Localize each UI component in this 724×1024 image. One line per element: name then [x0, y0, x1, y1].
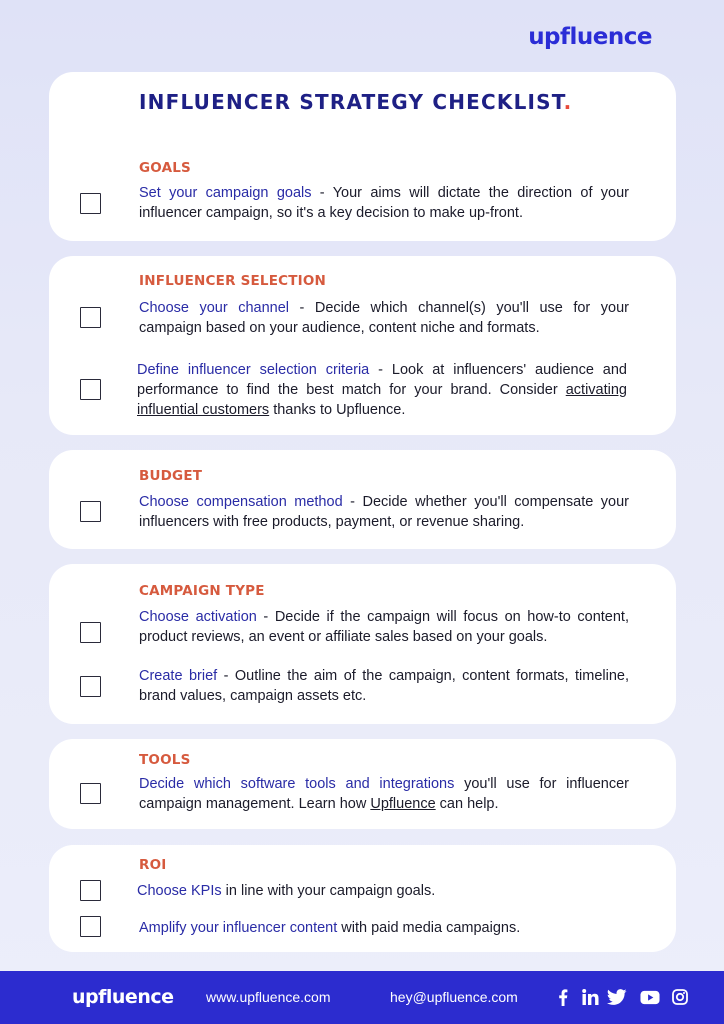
card-budget [49, 450, 676, 549]
section-label-roi: ROI [139, 857, 167, 873]
youtube-icon[interactable] [640, 987, 660, 1007]
logo-text: upfluence [528, 24, 652, 50]
item-lead: Choose your channel [139, 300, 290, 316]
footer [0, 971, 724, 1024]
checkbox-tools-1[interactable] [80, 783, 101, 804]
checkbox-selection-2[interactable] [80, 379, 101, 400]
footer-website-link[interactable]: www.upfluence.com [206, 989, 331, 1005]
checklist-item-budget-1 [139, 492, 629, 532]
instagram-icon[interactable] [670, 987, 690, 1007]
upfluence-link[interactable]: Upfluence [370, 796, 436, 812]
item-text: - Decide whether you'll compensate your influencers with free products, payment, or revenue sharing. [139, 494, 629, 530]
card-tools [49, 739, 676, 829]
activating-customers-link[interactable]: activating influential customers [137, 382, 627, 418]
section-label-selection: INFLUENCER SELECTION [139, 273, 327, 289]
item-text: - Decide if the campaign will focus on how-to content, product reviews, an event or affiliate sales based on your goals. [139, 609, 629, 645]
linkedin-icon[interactable] [580, 987, 600, 1007]
item-lead: Choose activation [139, 609, 257, 625]
footer-logo[interactable]: upfluence [72, 986, 174, 1008]
checkbox-roi-1[interactable] [80, 880, 101, 901]
item-lead: Choose KPIs [137, 883, 222, 899]
card-influencer-selection [49, 256, 676, 435]
item-text: - Your aims will dictate the direction of your influencer campaign, so it's a key decision to make up-front. [139, 185, 630, 221]
item-lead: Decide which software tools and integrations [139, 776, 455, 792]
item-lead: Amplify your influencer content [139, 920, 338, 936]
item-text-after: thanks to Upfluence. [269, 402, 406, 418]
card-goals [49, 72, 676, 241]
item-text: - Outline the aim of the campaign, content formats, timeline, brand values, campaign assets etc. [139, 668, 630, 704]
section-label-goals: GOALS [139, 160, 191, 176]
item-lead: Choose compensation method [139, 494, 343, 510]
facebook-icon[interactable] [553, 987, 573, 1007]
item-text: you'll use for influencer campaign management. Learn how [139, 776, 629, 812]
item-text: in line with your campaign goals. [221, 883, 436, 899]
item-lead: Create brief [139, 668, 218, 684]
twitter-icon[interactable] [607, 987, 627, 1007]
checklist-item-selection-2 [137, 360, 627, 420]
section-label-tools: TOOLS [139, 752, 191, 768]
footer-email-link[interactable]: hey@upfluence.com [390, 989, 518, 1005]
brand-logo[interactable] [528, 24, 652, 50]
item-text-after: can help. [435, 796, 499, 812]
checkbox-goals-1[interactable] [80, 193, 101, 214]
checklist-item-goals-1 [139, 183, 629, 223]
checkbox-selection-1[interactable] [80, 307, 101, 328]
checklist-item-selection-1 [139, 298, 629, 338]
checkbox-campaign-type-2[interactable] [80, 676, 101, 697]
card-campaign-type [49, 564, 676, 724]
checklist-item-campaign-type-2 [139, 666, 629, 706]
checklist-item-roi-2 [139, 918, 629, 938]
section-label-budget: BUDGET [139, 468, 203, 484]
section-label-campaign-type: CAMPAIGN TYPE [139, 583, 265, 599]
item-lead: Define influencer selection criteria [137, 362, 370, 378]
item-text: with paid media campaigns. [337, 920, 521, 936]
page-title: INFLUENCER STRATEGY CHECKLIST. [139, 90, 573, 114]
item-text: - Look at influencers' audience and performance to find the best match for your brand. Consider [137, 362, 627, 398]
item-text: - Decide which channel(s) you'll use for your campaign based on your audience, content niche and formats. [139, 300, 629, 336]
checklist-item-tools-1 [139, 774, 629, 814]
checkbox-roi-2[interactable] [80, 916, 101, 937]
card-roi [49, 845, 676, 952]
item-lead: Set your campaign goals [139, 185, 312, 201]
checklist-item-campaign-type-1 [139, 607, 629, 647]
checkbox-campaign-type-1[interactable] [80, 622, 101, 643]
checklist-item-roi-1 [137, 881, 627, 901]
checkbox-budget-1[interactable] [80, 501, 101, 522]
